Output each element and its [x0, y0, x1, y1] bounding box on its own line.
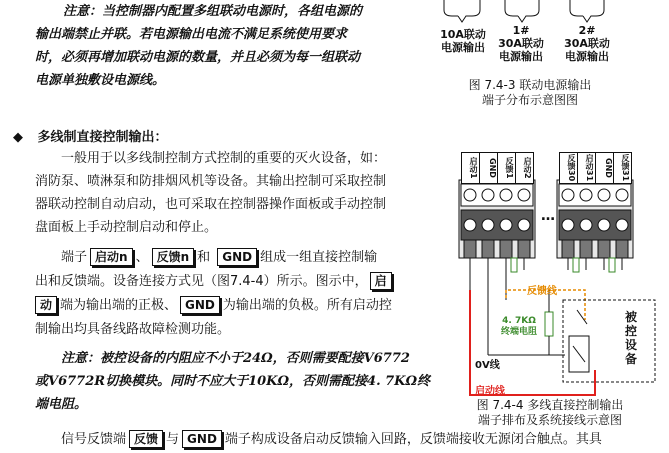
- feedback-line-label: 反馈线: [527, 286, 557, 297]
- terminal-labels-left: 启动1 GND 反馈1 启动2: [461, 152, 537, 184]
- start-line-label: 启动线: [475, 386, 505, 397]
- power-label-10a: 10A联动 电源输出: [440, 28, 486, 54]
- note-line: 输出端禁止并联。若电源输出电流不满足系统使用要求: [35, 27, 348, 42]
- terminal-start-part: 启: [370, 272, 392, 290]
- figure-caption: 图 7.4-3 联动电源输出 端子分布示意图图: [468, 78, 592, 107]
- ellipsis: …: [541, 208, 555, 224]
- terminal-gnd: GND: [180, 296, 220, 314]
- figure-7-4-4: [445, 140, 669, 430]
- terminal-start-part: 动: [35, 296, 57, 314]
- terminal-labels-right: 反馈30 启动31 GND 反馈31: [559, 152, 635, 184]
- paragraph-1: 一般用于以多线制控制方式控制的重要的灭火设备，如： 消防泵、喷淋泵和防排烟风机等设备。其输出控制可采取控制 器联动控制自动启动，也可采取在控制器操作面板或手动控制 盘面板上手动控制启动和停止。: [35, 151, 387, 235]
- power-label-1: 1# 30A联动 电源输出: [498, 24, 544, 63]
- terminal-feedback-n: 反馈n: [152, 248, 195, 266]
- note-2: 注意：被控设备的内阻应不小于24Ω，否则需要配接V6772 或V6772R切换模块。同时不应大于10KΩ，否则需配接4. 7KΩ终 端电阻。: [35, 351, 431, 412]
- power-label-2: 2# 30A联动 电源输出: [564, 24, 610, 63]
- figure-7-4-3: [430, 0, 669, 112]
- terminal-start-n: 启动n: [90, 248, 133, 266]
- top-note: [35, 0, 435, 92]
- terminal-gnd: GND: [182, 430, 222, 448]
- section-heading: ◆ 多线制直接控制输出：: [13, 130, 168, 145]
- terminal-gnd: GND: [217, 248, 257, 266]
- figure-caption: 图 7.4-4 多线直接控制输出 端子排布及系统接线示意图: [476, 398, 624, 427]
- note-line: 电源单独敷设电源线。: [35, 73, 166, 88]
- bullet-icon: ◆: [13, 130, 23, 145]
- note-line: 时，必须再增加联动电源的数量，并且必须为每一组联动: [35, 50, 361, 65]
- note-line: 当控制器内配置多组联动电源时，各组电源的: [102, 4, 363, 19]
- paragraph-2: 端子 启动n 、 反馈n 和 GND 组成一组直接控制输 出和反馈端。设备连接方式见（图7.4-4）所示。图示中， 启 动 端为输出端的正极、 GND 为输出端的负极。所有启动控 制输出均具备线路故障检测功能。: [35, 250, 392, 337]
- resistor-label: 4. 7KΩ 终端电阻: [501, 316, 538, 337]
- note-prefix: 注意：: [63, 4, 103, 19]
- ov-line-label: 0V线: [475, 360, 500, 371]
- terminal-feedback: 反馈: [129, 430, 163, 448]
- device-label: 被控设备: [624, 310, 637, 366]
- bottom-line: 信号反馈端 反馈 与 GND 端子构成设备启动反馈输入回路，反馈端接收无源闭合触点。其具: [61, 432, 602, 447]
